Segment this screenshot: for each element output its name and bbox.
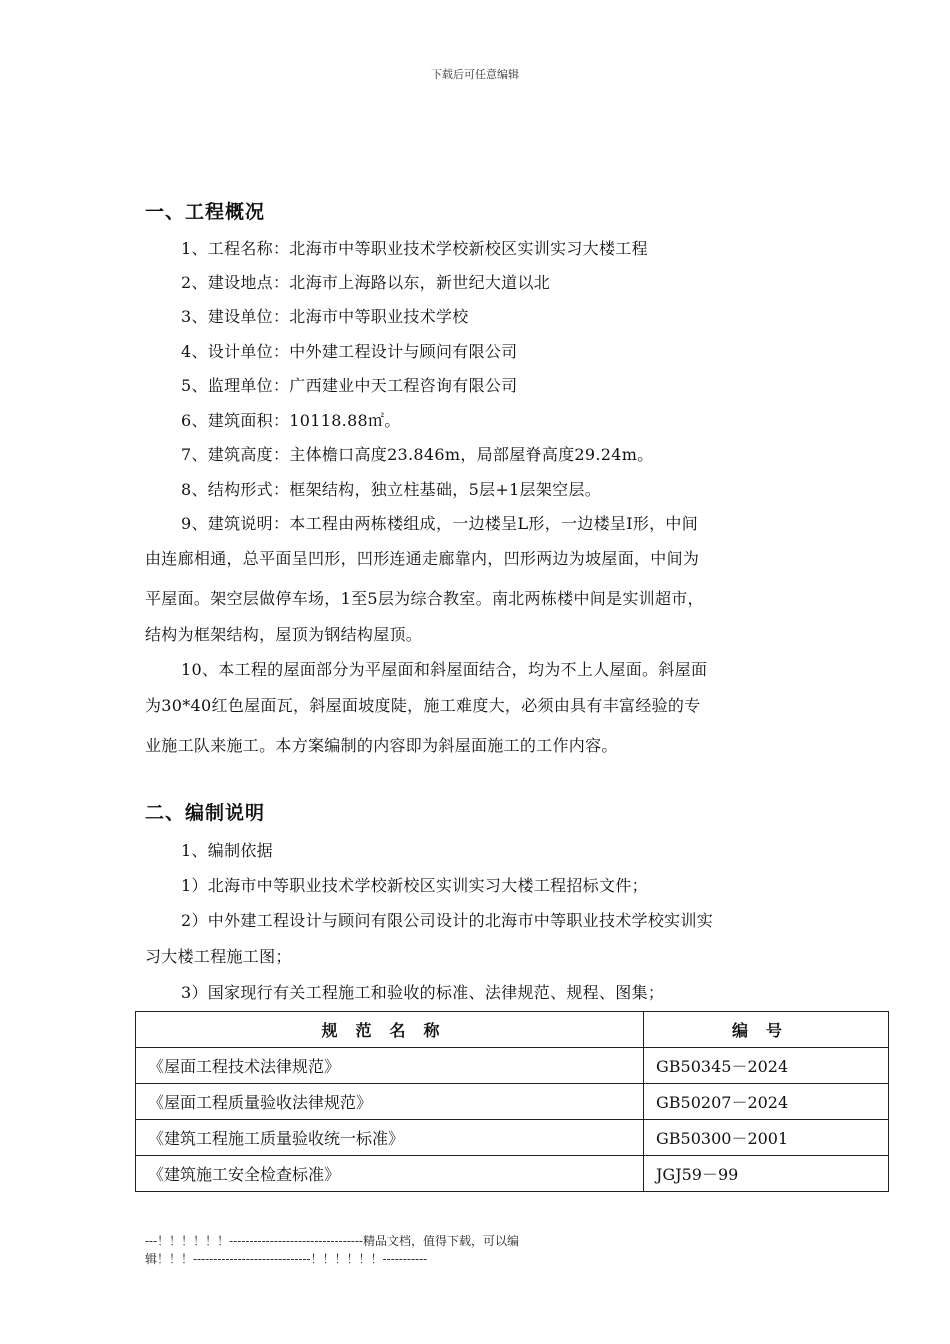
para10-line-1: 10、本工程的屋面部分为平屋面和斜屋面结合，均为不上人屋面。斜屋面 bbox=[181, 660, 708, 679]
table-row bbox=[136, 1048, 889, 1084]
column-header-name: 规范名称 bbox=[136, 1012, 644, 1048]
standard-name: 《建筑施工安全检查标准》 bbox=[136, 1156, 644, 1192]
standard-code: JGJ59－99 bbox=[644, 1156, 889, 1192]
basis-item-3: 3）国家现行有关工程施工和验收的标准、法律规范、规程、图集； bbox=[181, 983, 665, 1002]
para10-line-2: 为30*40红色屋面瓦，斜屋面坡度陡，施工难度大，必须由具有丰富经验的专 bbox=[145, 696, 701, 715]
header-note: 下载后可任意编辑 bbox=[431, 68, 519, 81]
standard-code: GB50207－2024 bbox=[644, 1084, 889, 1120]
overview-item-4: 4、设计单位：中外建工程设计与顾问有限公司 bbox=[181, 342, 518, 361]
overview-item-1: 1、工程名称：北海市中等职业技术学校新校区实训实习大楼工程 bbox=[181, 239, 648, 258]
overview-item-7: 7、建筑高度：主体檐口高度23.846m，局部屋脊高度29.24m。 bbox=[181, 445, 654, 464]
overview-item-6: 6、建筑面积：10118.88㎡。 bbox=[181, 411, 401, 430]
standard-code: GB50300－2001 bbox=[644, 1120, 889, 1156]
compilation-basis-heading: 1、编制依据 bbox=[181, 841, 273, 860]
para9-line-3: 平屋面。架空层做停车场，1至5层为综合教室。南北两栋楼中间是实训超市， bbox=[145, 589, 704, 608]
overview-item-5: 5、监理单位：广西建业中天工程咨询有限公司 bbox=[181, 376, 518, 395]
column-header-code: 编号 bbox=[644, 1012, 889, 1048]
section-title-compilation: 二、编制说明 bbox=[145, 802, 266, 824]
table-row bbox=[136, 1120, 889, 1156]
para9-line-2: 由连廊相通，总平面呈凹形，凹形连通走廊靠内，凹形两边为坡屋面，中间为 bbox=[145, 549, 700, 568]
basis-item-2-line-2: 习大楼工程施工图； bbox=[145, 947, 292, 966]
standard-code: GB50345－2024 bbox=[644, 1048, 889, 1084]
para10-line-3: 业施工队来施工。本方案编制的内容即为斜屋面施工的工作内容。 bbox=[145, 736, 618, 755]
footer-line-2: 辑！！！-----------------------------！！！！！！----------- bbox=[145, 1252, 428, 1266]
table-row bbox=[136, 1156, 889, 1192]
footer-note bbox=[145, 1232, 605, 1268]
table-row bbox=[136, 1084, 889, 1120]
overview-item-8: 8、结构形式：框架结构，独立柱基础，5层+1层架空层。 bbox=[181, 480, 602, 499]
basis-item-2-line-1: 2）中外建工程设计与顾问有限公司设计的北海市中等职业技术学校实训实 bbox=[181, 911, 714, 930]
standard-name: 《屋面工程质量验收法律规范》 bbox=[136, 1084, 644, 1120]
basis-item-1: 1）北海市中等职业技术学校新校区实训实习大楼工程招标文件； bbox=[181, 876, 648, 895]
table-header-row bbox=[136, 1012, 889, 1048]
overview-item-3: 3、建设单位：北海市中等职业技术学校 bbox=[181, 307, 469, 326]
para9-line-1: 9、建筑说明：本工程由两栋楼组成，一边楼呈L形，一边楼呈I形，中间 bbox=[181, 514, 699, 533]
overview-item-2: 2、建设地点：北海市上海路以东，新世纪大道以北 bbox=[181, 273, 551, 292]
standard-name: 《屋面工程技术法律规范》 bbox=[136, 1048, 644, 1084]
standard-name: 《建筑工程施工质量验收统一标准》 bbox=[136, 1120, 644, 1156]
standards-table bbox=[135, 1011, 889, 1192]
footer-line-1: ---！！！！！！---------------------------------精品文档，值得下载，可以编 bbox=[145, 1234, 519, 1248]
para9-line-4: 结构为框架结构，屋顶为钢结构屋顶。 bbox=[145, 625, 423, 644]
section-title-overview: 一、工程概况 bbox=[145, 201, 266, 223]
